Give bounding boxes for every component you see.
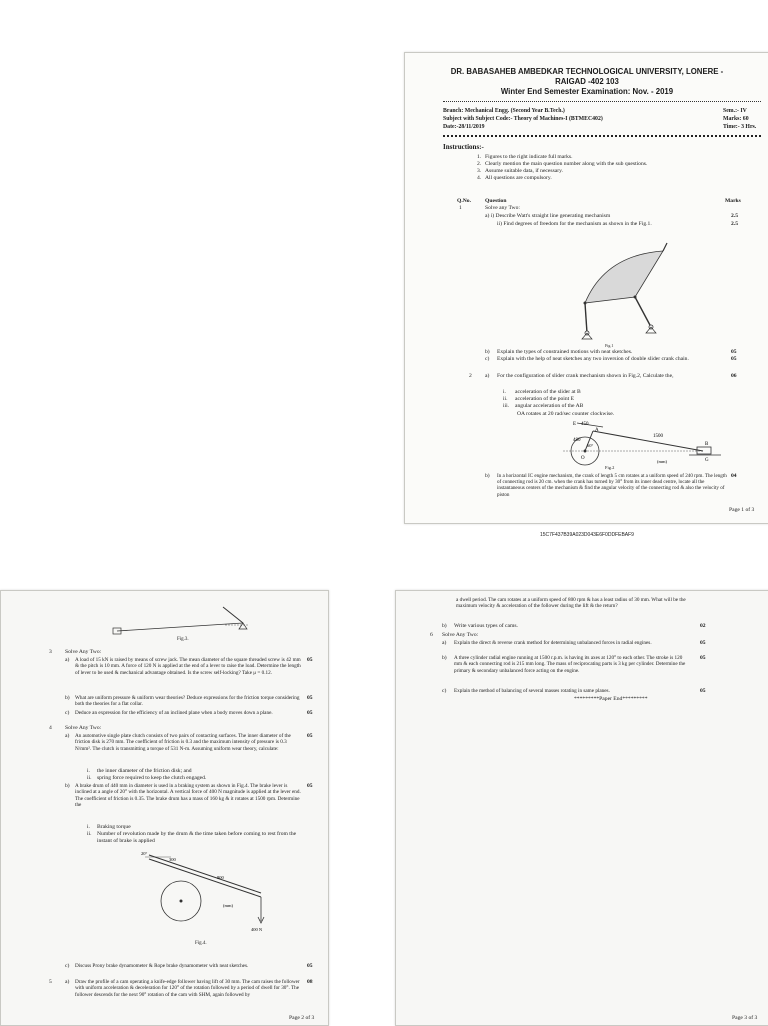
question-2a-note: OA rotates at 20 rad/sec counter clockwise. — [517, 411, 615, 417]
item-numeral: i. — [87, 768, 90, 774]
question-4c: Discuss Prony brake dynamometer & Rope brake dynamometer with neat sketches. — [75, 963, 249, 969]
question-2b: In a horizontal IC engine mechanism, the crank of length 5 cm rotates at a uniform speed of 240 rpm. The length of connecting rod is 20 cm. when the crank has turned by 30° from its inner dead centre, locate all the instantaneous centers of the mechanism & find the angular velocity of the connecting rod & also the velocity of piston — [497, 473, 727, 498]
figure-label: 1500 — [653, 434, 663, 439]
column-qno: Q.No. — [457, 198, 471, 204]
page-number: Page 1 of 3 — [729, 507, 755, 513]
question-2a-item: angular acceleration of the AB — [515, 403, 584, 409]
figure-label: 60° — [587, 443, 594, 448]
figure-3-mechanism — [113, 601, 263, 637]
figure-caption: Fig.1 — [605, 343, 614, 348]
question-label: b) — [442, 655, 447, 661]
question-label: c) — [65, 710, 70, 716]
question-label: a) — [65, 979, 70, 985]
question-5b: Write various types of cams. — [454, 623, 518, 629]
question-number: 1 — [459, 205, 462, 211]
exam-time: Time:- 3 Hrs. — [723, 124, 757, 130]
question-label: c) — [485, 356, 490, 362]
question-label: a) — [442, 640, 447, 646]
marks: 05 — [307, 710, 313, 716]
column-marks: Marks — [725, 198, 741, 204]
question-label: b) — [442, 623, 447, 629]
marks: 05 — [307, 733, 313, 739]
semester: Sem.:- IV — [723, 108, 747, 114]
item-numeral: iii. — [503, 403, 510, 409]
exam-title: Winter End Semester Examination: Nov. - 2019 — [500, 87, 674, 96]
question-5a-continued: a dwell period. The cam rotates at a uniform speed of 800 rpm & has a least radius of 30 mm. What will be the maximum velocity & acceleration of the follower during the lift & the return? — [456, 597, 686, 610]
figure-label: (mm) — [657, 459, 667, 464]
dotted-divider — [443, 101, 761, 102]
marks: 06 — [731, 373, 737, 379]
university-address: RAIGAD -402 103 — [555, 77, 619, 86]
question-6a: Explain the direct & reverse crank method for determining unbalanced forces in radial engines. — [454, 640, 652, 646]
figure-label: E — [573, 422, 577, 427]
instruction: Figures to the right indicate full marks. — [485, 154, 573, 160]
figure-label: 800 — [217, 875, 224, 880]
figure-label: A — [595, 428, 599, 433]
item-numeral: ii. — [87, 831, 92, 837]
marks: 05 — [700, 655, 706, 661]
question-label: b) — [65, 783, 70, 789]
figure-1-mechanism — [555, 241, 675, 341]
university-name-line1: DR. BABASAHEB AMBEDKAR TECHNOLOGICAL UNIVERSITY, LONERE - — [450, 67, 724, 76]
solve-instruction: Solve Any Two: — [442, 632, 479, 638]
marks: 05 — [700, 688, 706, 694]
figure-label: 20° — [141, 851, 148, 856]
figure-label: 480 — [573, 438, 581, 443]
instruction: Assume suitable data, if necessary. — [485, 168, 563, 174]
item-numeral: ii. — [503, 396, 508, 402]
question-4b-item: Number of revolution made by the drum & the time taken before coming to rest from the instant of brake is applied — [97, 831, 297, 844]
solve-instruction: Solve Any Two: — [65, 649, 102, 655]
question-6c: Explain the method of balancing of several masses rotating in same planes. — [454, 688, 610, 694]
question-6b: A three cylinder radial engine running at 1500 r.p.m. is having its axes at 120° to each other. The stroke is 120 mm & each connecting rod is 215 mm long. The mass of reciprocating parts is 3 kg per cylinder. Determine the primary & secondary unbalanced force acting on the engine. — [454, 655, 686, 674]
instruction: Clearly mention the main question number along with the sub questions. — [485, 161, 648, 167]
item-numeral: ii. — [87, 775, 92, 781]
page-1 — [404, 52, 768, 524]
figure-caption: Fig.3. — [177, 637, 189, 642]
page-number: Page 3 of 3 — [732, 1015, 758, 1021]
question-1a-ii: ii) Find degrees of freedom for the mechanism as shown in the Fig.1. — [497, 221, 652, 227]
figure-label: 400 N — [251, 927, 263, 932]
solve-instruction: Solve any Two: — [485, 205, 520, 211]
marks: 02 — [700, 623, 706, 629]
instruction-number: 1. — [477, 154, 482, 160]
question-4a-item: the inner diameter of the friction disk; and — [97, 768, 192, 774]
question-1b: Explain the types of constrained motions with neat sketches. — [497, 349, 633, 355]
marks: 05 — [307, 695, 313, 701]
question-number: 6 — [430, 632, 433, 638]
page-number: Page 2 of 3 — [289, 1015, 315, 1021]
marks: 05 — [731, 349, 737, 355]
page-3 — [395, 590, 768, 1026]
figure-label: G — [705, 458, 709, 463]
marks: 2.5 — [731, 213, 738, 219]
question-4a-item: spring force required to keep the clutch engaged. — [97, 775, 207, 781]
marks: 05 — [307, 963, 313, 969]
question-label: a) — [485, 373, 490, 379]
figure-label: 450 — [581, 422, 589, 427]
question-label: b) — [485, 473, 490, 479]
figure-label: B — [705, 442, 709, 447]
branch: Branch: Mechanical Engg. (Second Year B.Tech.) — [443, 108, 565, 114]
dotted-divider — [443, 135, 761, 137]
figure-label: 300 — [169, 857, 176, 862]
figure-caption: Fig.2 — [605, 465, 615, 470]
question-label: a) — [65, 657, 70, 663]
question-label: c) — [442, 688, 447, 694]
marks: 08 — [307, 979, 313, 985]
question-number: 3 — [49, 649, 52, 655]
marks: 2.5 — [731, 221, 738, 227]
subject: Subject with Subject Code:- Theory of Machines-I (BTMEC402) — [443, 116, 603, 122]
item-numeral: i. — [87, 824, 90, 830]
marks: 05 — [307, 657, 313, 663]
figure-4-brake — [141, 847, 273, 933]
question-2a: For the configuration of slider crank mechanism shown in Fig.2, Calculate the, — [497, 373, 674, 379]
question-2a-item: acceleration of the point E — [515, 396, 575, 402]
instruction: All questions are compulsory. — [485, 175, 552, 181]
marks: 05 — [700, 640, 706, 646]
question-4a: An automotive single plate clutch consists of two pairs of contacting surfaces. The inner diameter of the friction disk is 270 mm. The coefficient of friction is 0.3 and the maximum intensity of pressure is 0.3 N/mm². The clutch is transmitting a torque of 531 N-m. Assuming uniform wear theory, calculate: — [75, 733, 291, 752]
question-label: b) — [485, 349, 490, 355]
question-label: c) — [65, 963, 70, 969]
column-question: Question — [485, 198, 507, 204]
instructions-title: Instructions:- — [443, 143, 484, 151]
marks: 04 — [731, 473, 737, 479]
question-number: 4 — [49, 725, 52, 731]
instruction-number: 2. — [477, 161, 482, 167]
question-3a: A load of 15 kN is raised by means of screw jack. The mean diameter of the square threaded screw is 42 mm & the pitch is 10 mm. A force of 120 N is applied at the end of a lever to raise the load. Determine the length of lever to be used & mechanical advantage obtained. Is the screw self-locking? Take μ = 0.12. — [75, 657, 301, 676]
question-1c: Explain with the help of neat sketches any two inversion of double slider crank chain. — [497, 356, 689, 362]
marks: 05 — [307, 783, 313, 789]
instruction-number: 3. — [477, 168, 482, 174]
exam-date: Date:-28/11/2019 — [443, 124, 485, 130]
question-label: b) — [65, 695, 70, 701]
figure-2-slider-crank — [563, 421, 723, 467]
question-3c: Deduce an expression for the efficiency of an inclined plane when a body moves down a plane. — [75, 710, 273, 716]
question-1a-i: a) i) Describe Watt's straight line generating mechanism — [485, 213, 611, 219]
instruction-number: 4. — [477, 175, 482, 181]
question-5a: Draw the profile of a cam operating a knife-edge follower having lift of 30 mm. The cam raises the follower with uniform acceleration & deceleration for 120° of the rotation followed by a period of dwell for 30°. The follower descends for the next 90° rotation of the cam with SHM, again followed by — [75, 979, 300, 998]
figure-label: O — [581, 456, 585, 461]
figure-caption: Fig.4. — [195, 941, 207, 946]
question-4b-item: Braking torque — [97, 824, 131, 830]
document-hash: 15C7F437B39A023D043E6F0DDFEBAF9 — [540, 532, 634, 538]
question-2a-item: acceleration of the slider at B — [515, 389, 581, 395]
marks: 05 — [731, 356, 737, 362]
item-numeral: i. — [503, 389, 506, 395]
paper-end: *********Paper End********* — [574, 696, 648, 702]
question-4b: A brake drum of 440 mm in diameter is used in a braking system as shown in Fig.4. The brake lever is inclined at a angle of 20° with the horizontal. A vertical force of 400 N magnitude is applied at the lever end. The coefficient of friction is 0.35. The brake drum has a mass of 160 kg & it rotates at 1500 rpm. Determine the — [75, 783, 301, 809]
question-number: 2 — [469, 373, 472, 379]
page-2 — [0, 590, 329, 1026]
question-3b: What are uniform pressure & uniform wear theories? Deduce expressions for the friction torque considering both the theories for a flat collar. — [75, 695, 300, 708]
total-marks: Marks: 60 — [723, 116, 749, 122]
question-label: a) — [65, 733, 70, 739]
solve-instruction: Solve Any Two: — [65, 725, 102, 731]
question-number: 5 — [49, 979, 52, 985]
figure-label: (mm) — [223, 903, 233, 908]
